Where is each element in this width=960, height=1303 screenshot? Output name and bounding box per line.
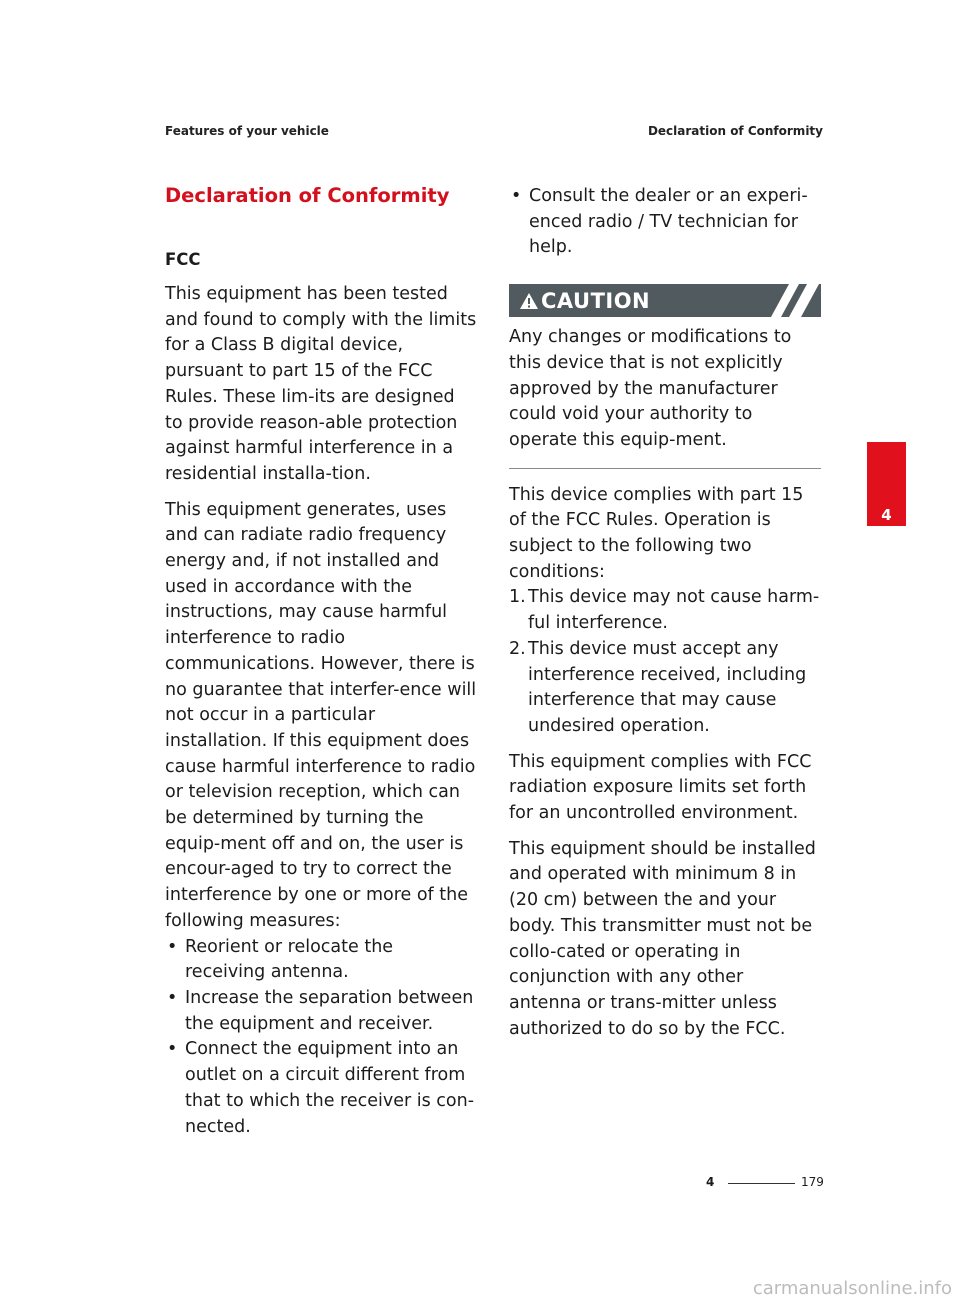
left-column [165, 182, 477, 1140]
caution-text: Any changes or modifications to this device that is not explicitly approved by the manufacturer could void your authority to operate this equip-ment. [509, 327, 792, 450]
measures-list-continued [509, 184, 821, 261]
footer-chapter: 4 [706, 1175, 715, 1189]
right-column [509, 184, 821, 1052]
fcc-paragraph-1: This equipment has been tested and found to comply with the limits for a Class B digital device, pursuant to part 15 of the FCC Rules. These lim-its are designed to provide reason-able protection against harmful interference in a residential installa-tion. [165, 284, 477, 484]
installation-paragraph: This equipment should be installed and operated with minimum 8 in (20 cm) between the and your body. This transmitter must not be collo-cated or operating in conjunction with any other antenna or trans-mitter unless authorized to do so by the FCC. [509, 838, 816, 1039]
footer-divider [728, 1183, 795, 1184]
running-header-topic: Declaration of Conformity [647, 124, 823, 138]
measures-list [165, 935, 477, 1141]
section-subheading: FCC [165, 250, 201, 269]
caution-banner [509, 284, 821, 317]
warning-icon [519, 292, 539, 310]
page-number: 179 [801, 1175, 824, 1189]
bullet-icon: • [167, 1039, 178, 1060]
chapter-tab: 4 [867, 442, 906, 526]
bullet-icon: • [167, 936, 178, 957]
list-item: • Consult the dealer or an experi-enced radio / TV technician for help. [511, 186, 808, 258]
radiation-paragraph: This equipment complies with FCC radiation exposure limits set forth for an uncontrolled environment. [509, 751, 812, 824]
part15-paragraph: This device complies with part 15 of the FCC Rules. Operation is subject to the following two conditions: [509, 484, 804, 582]
fcc-paragraph-2: This equipment generates, uses and can radiate radio frequency energy and, if not installed and used in accordance with the instructions, may cause harmful interference to radio communications. However, there is no guarantee that interfer-ence will not occur in a particular installation. If this equipment does cause harmful interference to radio or television reception, which can be determined by turning the equip-ment off and on, the user is encour-aged to try to correct the interference by one or more of the following measures: [165, 499, 477, 931]
conditions-list [509, 585, 821, 739]
divider [509, 468, 821, 469]
caution-label: CAUTION [541, 288, 651, 313]
page-title: Declaration of Conformity [165, 184, 450, 207]
bullet-icon: • [167, 987, 178, 1008]
list-item: • Connect the equipment into an outlet on a circuit different from that to which the receiver is con-nected. [167, 1039, 475, 1137]
list-item: • Increase the separation between the equipment and receiver. [167, 987, 474, 1034]
bullet-icon: • [511, 186, 522, 206]
caution-stripes-icon [761, 284, 821, 317]
list-item: 2. This device must accept any interference received, including interference that may cause undesired operation. [509, 638, 807, 736]
list-item: 1. This device may not cause harm-ful interference. [509, 587, 820, 634]
list-item: • Reorient or relocate the receiving antenna. [167, 936, 394, 983]
watermark: carmanualsonline.info [752, 1278, 952, 1299]
running-header-section: Features of your vehicle [165, 124, 329, 138]
